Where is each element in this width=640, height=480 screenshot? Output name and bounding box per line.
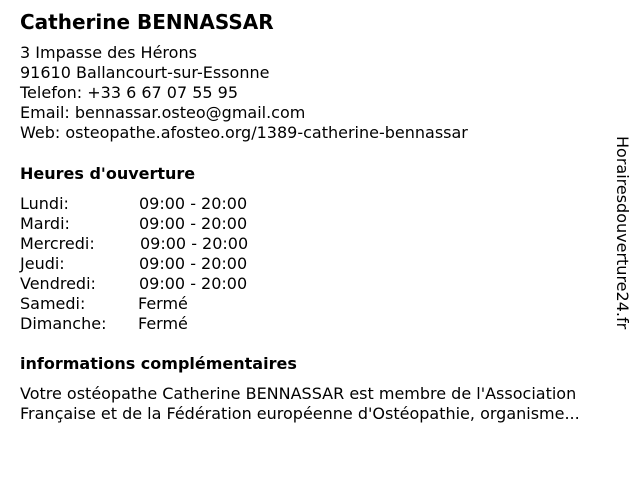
info-line: Votre ostéopathe Catherine BENNASSAR est membre de l'Association	[20, 384, 577, 403]
time-value: 09:00 - 20:00	[139, 214, 248, 233]
time-value: 09:00 - 20:00	[139, 194, 248, 213]
phone-number: Telefon: +33 6 67 07 55 95	[20, 83, 239, 102]
day-label: Mercredi:	[20, 234, 95, 253]
time-value: 09:00 - 20:00	[139, 274, 248, 293]
website-url: Web: osteopathe.afosteo.org/1389-catherine-bennassar	[20, 123, 468, 142]
time-value: Fermé	[138, 314, 188, 333]
time-value: 09:00 - 20:00	[139, 254, 248, 273]
city-address: 91610 Ballancourt-sur-Essonne	[20, 63, 270, 82]
site-watermark	[612, 136, 632, 346]
day-label: Vendredi:	[20, 274, 96, 293]
watermark-text: Horairesdouverture24.fr	[613, 136, 632, 330]
day-label: Lundi:	[20, 194, 69, 213]
page-title: Catherine BENNASSAR	[20, 10, 274, 34]
street-address: 3 Impasse des Hérons	[20, 43, 197, 62]
day-label: Jeudi:	[20, 254, 65, 273]
contact-block	[20, 43, 468, 143]
email-address: Email: bennassar.osteo@gmail.com	[20, 103, 306, 122]
additional-info-heading: informations complémentaires	[20, 354, 297, 373]
time-value: Fermé	[138, 294, 188, 313]
info-line: Française et de la Fédération européenne d'Ostéopathie, organisme...	[20, 404, 580, 423]
day-label: Dimanche:	[20, 314, 107, 333]
day-label: Samedi:	[20, 294, 86, 313]
opening-hours-heading: Heures d'ouverture	[20, 164, 196, 183]
additional-info-text	[20, 384, 580, 424]
day-label: Mardi:	[20, 214, 70, 233]
time-value: 09:00 - 20:00	[140, 234, 249, 253]
